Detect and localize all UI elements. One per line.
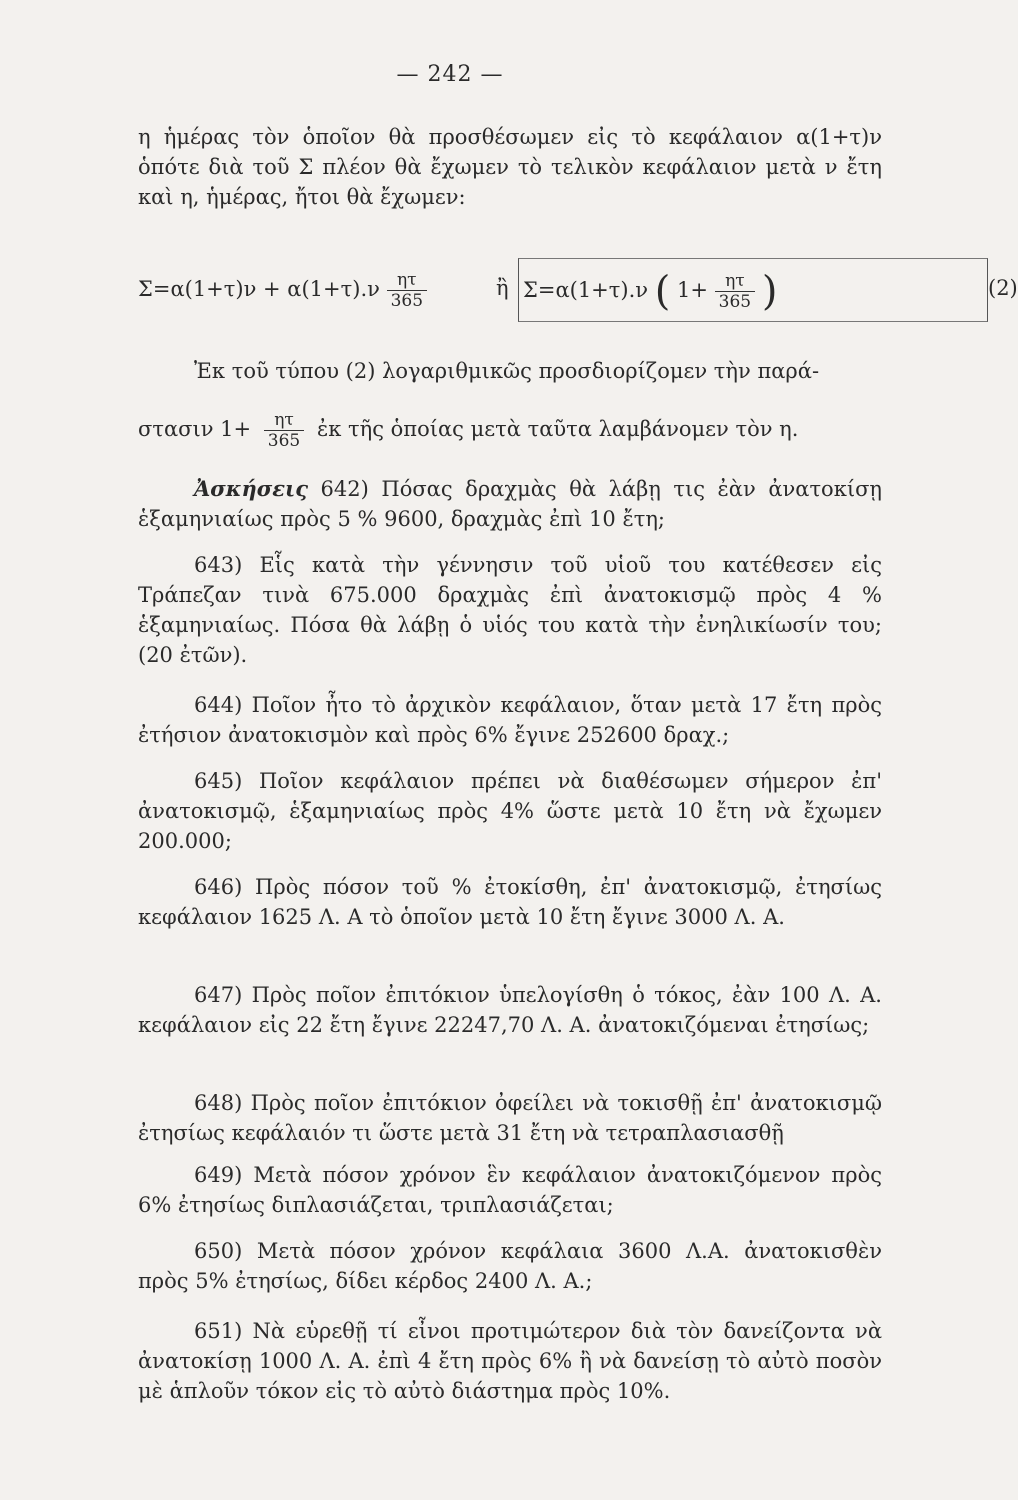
exercise-647: 647) Πρὸς ποῖον ἐπιτόκιον ὑπελογίσθη ὁ τόκος, ἐὰν 100 Λ. Α. κεφάλαιον εἰς 22 ἔτη ἔγινε 22247,70 Λ. Α. ἀνατοκιζόμεναι ἐτησίως;	[138, 983, 882, 1037]
paragraph-fraction: $\frac{\eta\tau}{365}$	[264, 410, 304, 451]
exercise-648: 648) Πρὸς ποῖον ἐπιτόκιον ὀφείλει νὰ τοκισθῇ ἐπ' ἀνατοκισμῷ ἐτησίως κεφάλαιόν τι ὥστε μετὰ 31 ἔτη νὰ τετραπλασιασθῇ	[138, 1091, 882, 1145]
paragraph-3: στασιν 1+ $\frac{\eta\tau}{365}$ ἐκ τῆς ὁποίας μετὰ ταῦτα λαμβάνομεν τὸν η.	[138, 410, 799, 451]
exercise-642: Ἀσκήσεις 642) Πόσας δραχμὰς θὰ λάβῃ τις ἐὰν ἀνατοκίσῃ ἑξαμηνιαίως πρὸς 5 % 9600, δραχμὰς ἐπὶ 10 ἔτη;	[138, 476, 882, 531]
exercise-649: 649) Μετὰ πόσον χρόνον ἓν κεφάλαιον ἀνατοκιζόμενον πρὸς 6% ἐτησίως διπλασιάζεται, τριπλασιάζεται;	[138, 1163, 882, 1217]
exercise-643: 643) Εἷς κατὰ τὴν γέννησιν τοῦ υἱοῦ του κατέθεσεν εἰς Τράπεζαν τινὰ 675.000 δραχμὰς ἐπὶ ἀνατοκισμῷ πρὸς 4 % ἑξαμηνιαίως. Πόσα θὰ λάβῃ ὁ υἱός του κατὰ τὴν ἐνηλικίωσίν του; (20 ἐτῶν).	[138, 553, 882, 667]
exercise-651: 651) Νὰ εὑρεθῇ τί εἶνοι προτιμώτερον διὰ τὸν δανείζοντα νὰ ἀνατοκίσῃ 1000 Λ. Α. ἐπὶ 4 ἔτη πρὸς 6% ἢ νὰ δανείσῃ τὸ αὐτὸ ποσὸν μὲ ἁπλοῦν τόκον εἰς τὸ αὐτὸ διάστημα πρὸς 10%.	[138, 1319, 882, 1403]
exercise-646: 646) Πρὸς πόσον τοῦ % ἐτοκίσθη, ἐπ' ἀνατοκισμῷ, ἐτησίως κεφάλαιον 1625 Λ. Α τὸ ὁποῖον μετὰ 10 ἔτη ἔγινε 3000 Λ. Α.	[138, 875, 882, 929]
boxed-fraction: $\frac{\eta\tau}{365}$	[715, 271, 755, 312]
formula-left: Σ=α(1+τ)ν + α(1+τ).ν $\frac{\eta\tau}{365}$	[138, 270, 427, 311]
formula-box: Σ=α(1+τ).ν ( 1+ $\frac{\eta\tau}{365}$ )	[518, 258, 988, 322]
exercises-label: Ἀσκήσεις	[194, 476, 308, 501]
exercise-645: 645) Ποῖον κεφάλαιον πρέπει νὰ διαθέσωμεν σήμερον ἐπ' ἀνατοκισμῷ, ἑξαμηνιαίως πρὸς 4% ὥστε μετὰ 10 ἔτη νὰ ἔχωμεν 200.000;	[138, 769, 882, 853]
exercise-644: 644) Ποῖον ἦτο τὸ ἀρχικὸν κεφάλαιον, ὅταν μετὰ 17 ἔτη πρὸς ἐτήσιον ἀνατοκισμὸν καὶ πρὸς 6% ἔγινε 252600 δραχ.;	[138, 693, 882, 747]
fraction: $\frac{\eta\tau}{365}$	[387, 270, 427, 311]
paragraph-2: Ἐκ τοῦ τύπου (2) λογαριθμικῶς προσδιορίζομεν τὴν παρά-	[194, 359, 820, 383]
formula-2	[138, 258, 1018, 328]
exercise-650: 650) Μετὰ πόσον χρόνον κεφάλαια 3600 Λ.Α. ἀνατοκισθὲν πρὸς 5% ἐτησίως, δίδει κέρδος 2400 Λ. Α.;	[138, 1239, 882, 1293]
formula-number: (2)	[988, 276, 1018, 300]
intro-paragraph: η ἡμέρας τὸν ὁποῖον θὰ προσθέσωμεν εἰς τὸ κεφάλαιον α(1+τ)ν ὁπότε διὰ τοῦ Σ πλέον θὰ ἔχωμεν τὸ τελικὸν κεφάλαιον μετὰ ν ἔτη καὶ η, ἡμέρας, ἤτοι θὰ ἔχωμεν:	[138, 125, 882, 209]
formula-or: ἢ	[496, 276, 509, 300]
page-number: — 242 —	[396, 62, 504, 87]
